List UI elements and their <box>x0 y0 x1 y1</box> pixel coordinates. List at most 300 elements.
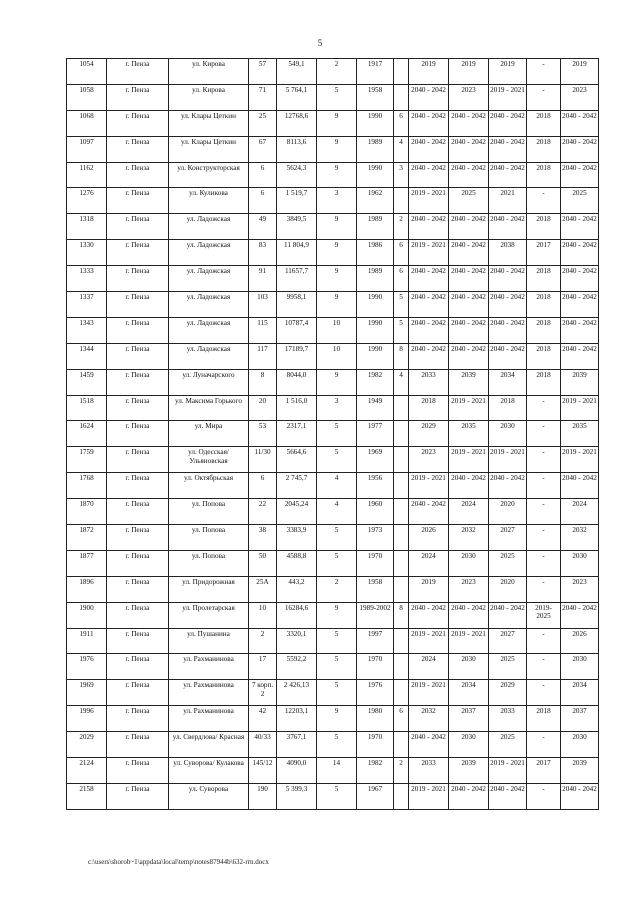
cell-col-11: 2040 - 2042 <box>489 343 527 369</box>
cell-street: ул. Ладожская <box>169 266 249 292</box>
cell-city: г. Пенза <box>107 628 169 654</box>
cell-street: ул. Ладожская <box>169 214 249 240</box>
cell-area: 9958,1 <box>277 292 317 318</box>
cell-house-id: 1976 <box>67 654 107 680</box>
cell-col-11: 2040 - 2042 <box>489 162 527 188</box>
cell-col-11: 2019 - 2021 <box>489 84 527 110</box>
cell-floors: 9 <box>317 162 357 188</box>
cell-city: г. Пенза <box>107 188 169 214</box>
cell-col-10: 2040 - 2042 <box>449 214 489 240</box>
cell-col-9: 2040 - 2042 <box>409 136 449 162</box>
cell-col-13: 2023 <box>561 84 599 110</box>
cell-col-9: 2019 - 2021 <box>409 473 449 499</box>
cell-col-13: 2030 <box>561 654 599 680</box>
cell-area: 549,1 <box>277 59 317 85</box>
cell-col-8: 6 <box>394 240 409 266</box>
cell-street: ул. Попова <box>169 550 249 576</box>
cell-col-8 <box>394 473 409 499</box>
cell-floors: 9 <box>317 110 357 136</box>
cell-col-9: 2026 <box>409 525 449 551</box>
cell-col-10: 2019 - 2021 <box>449 628 489 654</box>
cell-area: 16284,6 <box>277 602 317 628</box>
cell-year-built: 1970 <box>357 732 394 758</box>
cell-street: ул. Кирова <box>169 84 249 110</box>
table-row <box>67 499 599 525</box>
cell-col-13: 2040 - 2042 <box>561 214 599 240</box>
cell-street: ул. Придорожная <box>169 576 249 602</box>
cell-col-10: 2039 <box>449 758 489 784</box>
cell-col-13: 2040 - 2042 <box>561 292 599 318</box>
cell-col-12: 2019-2025 <box>527 602 561 628</box>
cell-col-10: 2040 - 2042 <box>449 317 489 343</box>
cell-col-10: 2040 - 2042 <box>449 110 489 136</box>
cell-col-11: 2040 - 2042 <box>489 292 527 318</box>
cell-col-10: 2023 <box>449 84 489 110</box>
cell-year-built: 1989 <box>357 214 394 240</box>
document-file-path: c:\users\shorob~1\appdata\local\temp\notes87944b\632-rrn.docx <box>88 858 269 866</box>
cell-street: ул. Свердлова/ Красная <box>169 732 249 758</box>
cell-house-number: 53 <box>249 421 277 447</box>
cell-col-12: 2018 <box>527 292 561 318</box>
cell-col-9: 2040 - 2042 <box>409 732 449 758</box>
cell-street: ул. Рахманинова <box>169 654 249 680</box>
cell-year-built: 1970 <box>357 550 394 576</box>
cell-col-8: 4 <box>394 369 409 395</box>
cell-col-10: 2040 - 2042 <box>449 602 489 628</box>
cell-col-8: 2 <box>394 758 409 784</box>
cell-col-9: 2019 - 2021 <box>409 680 449 706</box>
cell-year-built: 1958 <box>357 84 394 110</box>
cell-col-8 <box>394 525 409 551</box>
cell-col-8: 6 <box>394 266 409 292</box>
housing-repair-table <box>66 58 599 810</box>
cell-area: 8044,0 <box>277 369 317 395</box>
cell-year-built: 1989 <box>357 266 394 292</box>
cell-col-11: 2030 <box>489 421 527 447</box>
cell-city: г. Пенза <box>107 732 169 758</box>
cell-col-11: 2040 - 2042 <box>489 783 527 809</box>
cell-year-built: 1977 <box>357 421 394 447</box>
cell-year-built: 1980 <box>357 706 394 732</box>
cell-col-10: 2040 - 2042 <box>449 783 489 809</box>
cell-area: 5 764,1 <box>277 84 317 110</box>
cell-floors: 5 <box>317 654 357 680</box>
cell-col-9: 2019 - 2021 <box>409 783 449 809</box>
table-row <box>67 110 599 136</box>
cell-street: ул. Ладожская <box>169 343 249 369</box>
cell-city: г. Пенза <box>107 447 169 473</box>
cell-house-id: 1459 <box>67 369 107 395</box>
cell-col-12: - <box>527 628 561 654</box>
cell-floors: 5 <box>317 680 357 706</box>
table-row <box>67 602 599 628</box>
cell-col-10: 2040 - 2042 <box>449 343 489 369</box>
cell-col-8 <box>394 576 409 602</box>
cell-col-11: 2025 <box>489 654 527 680</box>
cell-col-9: 2019 <box>409 59 449 85</box>
cell-house-number: 117 <box>249 343 277 369</box>
cell-house-number: 6 <box>249 188 277 214</box>
cell-col-12: - <box>527 447 561 473</box>
cell-col-12: 2018 <box>527 317 561 343</box>
cell-col-11: 2040 - 2042 <box>489 110 527 136</box>
cell-col-9: 2024 <box>409 654 449 680</box>
cell-col-11: 2040 - 2042 <box>489 266 527 292</box>
cell-col-11: 2025 <box>489 732 527 758</box>
cell-floors: 5 <box>317 447 357 473</box>
cell-area: 10787,4 <box>277 317 317 343</box>
cell-col-9: 2040 - 2042 <box>409 499 449 525</box>
cell-house-number: 103 <box>249 292 277 318</box>
cell-col-10: 2040 - 2042 <box>449 162 489 188</box>
cell-city: г. Пенза <box>107 110 169 136</box>
cell-house-id: 1337 <box>67 292 107 318</box>
cell-house-number: 49 <box>249 214 277 240</box>
cell-house-number: 115 <box>249 317 277 343</box>
cell-year-built: 1990 <box>357 292 394 318</box>
cell-city: г. Пенза <box>107 473 169 499</box>
cell-col-11: 2021 <box>489 188 527 214</box>
cell-street: ул. Кирова <box>169 59 249 85</box>
cell-house-number: 40/33 <box>249 732 277 758</box>
cell-col-12: - <box>527 550 561 576</box>
cell-col-8 <box>394 783 409 809</box>
cell-area: 12203,1 <box>277 706 317 732</box>
cell-year-built: 1997 <box>357 628 394 654</box>
cell-area: 5 399,3 <box>277 783 317 809</box>
cell-house-id: 1759 <box>67 447 107 473</box>
cell-house-number: 71 <box>249 84 277 110</box>
cell-house-number: 83 <box>249 240 277 266</box>
cell-house-number: 17 <box>249 654 277 680</box>
cell-area: 2 426,13 <box>277 680 317 706</box>
cell-floors: 4 <box>317 473 357 499</box>
cell-col-12: - <box>527 499 561 525</box>
cell-col-12: 2018 <box>527 162 561 188</box>
cell-floors: 2 <box>317 576 357 602</box>
cell-col-10: 2019 - 2021 <box>449 395 489 421</box>
cell-col-8: 3 <box>394 162 409 188</box>
cell-col-10: 2040 - 2042 <box>449 240 489 266</box>
cell-street: ул. Ладожская <box>169 317 249 343</box>
table-row <box>67 84 599 110</box>
cell-col-9: 2040 - 2042 <box>409 292 449 318</box>
cell-floors: 9 <box>317 602 357 628</box>
cell-col-13: 2039 <box>561 369 599 395</box>
cell-col-12: - <box>527 59 561 85</box>
cell-col-10: 2019 - 2021 <box>449 447 489 473</box>
cell-year-built: 1956 <box>357 473 394 499</box>
cell-col-8: 6 <box>394 110 409 136</box>
cell-floors: 5 <box>317 783 357 809</box>
cell-col-11: 2040 - 2042 <box>489 317 527 343</box>
cell-col-11: 2025 <box>489 550 527 576</box>
cell-col-9: 2029 <box>409 421 449 447</box>
table-row <box>67 136 599 162</box>
cell-col-11: 2018 <box>489 395 527 421</box>
cell-col-9: 2033 <box>409 369 449 395</box>
table-row <box>67 525 599 551</box>
cell-col-8: 8 <box>394 602 409 628</box>
cell-col-13: 2026 <box>561 628 599 654</box>
cell-house-number: 7 корп. 2 <box>249 680 277 706</box>
cell-house-number: 11/30 <box>249 447 277 473</box>
cell-col-12: 2018 <box>527 214 561 240</box>
cell-house-id: 1054 <box>67 59 107 85</box>
cell-street: ул. Рахманинова <box>169 706 249 732</box>
cell-year-built: 1982 <box>357 758 394 784</box>
cell-floors: 5 <box>317 84 357 110</box>
cell-house-number: 38 <box>249 525 277 551</box>
cell-col-9: 2040 - 2042 <box>409 214 449 240</box>
cell-col-9: 2040 - 2042 <box>409 602 449 628</box>
cell-city: г. Пенза <box>107 550 169 576</box>
cell-col-12: - <box>527 783 561 809</box>
cell-year-built: 1990 <box>357 110 394 136</box>
table-row <box>67 292 599 318</box>
cell-year-built: 1990 <box>357 162 394 188</box>
cell-street: ул. Рахманинова <box>169 680 249 706</box>
cell-col-12: 2017 <box>527 240 561 266</box>
cell-house-id: 1896 <box>67 576 107 602</box>
cell-floors: 9 <box>317 266 357 292</box>
cell-house-id: 1058 <box>67 84 107 110</box>
cell-floors: 5 <box>317 421 357 447</box>
cell-col-13: 2019 - 2021 <box>561 395 599 421</box>
cell-house-number: 91 <box>249 266 277 292</box>
cell-col-10: 2030 <box>449 654 489 680</box>
cell-col-12: 2018 <box>527 369 561 395</box>
cell-col-11: 2020 <box>489 576 527 602</box>
cell-street: ул. Попова <box>169 499 249 525</box>
cell-city: г. Пенза <box>107 266 169 292</box>
cell-house-number: 2 <box>249 628 277 654</box>
cell-house-id: 2124 <box>67 758 107 784</box>
cell-col-8 <box>394 654 409 680</box>
cell-col-9: 2032 <box>409 706 449 732</box>
table-row <box>67 395 599 421</box>
cell-area: 17189,7 <box>277 343 317 369</box>
cell-col-12: - <box>527 680 561 706</box>
cell-year-built: 1917 <box>357 59 394 85</box>
cell-city: г. Пенза <box>107 395 169 421</box>
cell-house-id: 1900 <box>67 602 107 628</box>
cell-col-12: - <box>527 654 561 680</box>
cell-house-id: 1343 <box>67 317 107 343</box>
cell-col-11: 2040 - 2042 <box>489 136 527 162</box>
cell-year-built: 1962 <box>357 188 394 214</box>
cell-area: 1 516,0 <box>277 395 317 421</box>
cell-year-built: 1967 <box>357 783 394 809</box>
cell-col-11: 2040 - 2042 <box>489 214 527 240</box>
cell-col-13: 2040 - 2042 <box>561 783 599 809</box>
cell-house-number: 145/12 <box>249 758 277 784</box>
cell-floors: 4 <box>317 499 357 525</box>
cell-col-9: 2019 - 2021 <box>409 240 449 266</box>
cell-street: ул. Пушанина <box>169 628 249 654</box>
cell-floors: 9 <box>317 292 357 318</box>
cell-col-10: 2025 <box>449 188 489 214</box>
table-row <box>67 758 599 784</box>
cell-city: г. Пенза <box>107 525 169 551</box>
cell-city: г. Пенза <box>107 240 169 266</box>
cell-col-11: 2040 - 2042 <box>489 473 527 499</box>
cell-area: 11 804,9 <box>277 240 317 266</box>
cell-house-number: 6 <box>249 162 277 188</box>
cell-floors: 5 <box>317 628 357 654</box>
cell-floors: 5 <box>317 525 357 551</box>
cell-street: ул. Одесская/ Ульяновская <box>169 447 249 473</box>
cell-col-11: 2019 - 2021 <box>489 758 527 784</box>
cell-col-9: 2018 <box>409 395 449 421</box>
cell-area: 8113,6 <box>277 136 317 162</box>
cell-street: ул. Суворова <box>169 783 249 809</box>
cell-street: ул. Ладожская <box>169 292 249 318</box>
cell-year-built: 1969 <box>357 447 394 473</box>
cell-city: г. Пенза <box>107 680 169 706</box>
cell-col-13: 2040 - 2042 <box>561 343 599 369</box>
table-row <box>67 732 599 758</box>
cell-col-12: - <box>527 188 561 214</box>
table-row <box>67 240 599 266</box>
cell-area: 12768,6 <box>277 110 317 136</box>
cell-house-id: 1097 <box>67 136 107 162</box>
cell-house-id: 1318 <box>67 214 107 240</box>
cell-street: ул. Суворова/ Кулакова <box>169 758 249 784</box>
cell-col-8: 5 <box>394 292 409 318</box>
cell-col-13: 2040 - 2042 <box>561 602 599 628</box>
table-row <box>67 654 599 680</box>
cell-city: г. Пенза <box>107 59 169 85</box>
cell-city: г. Пенза <box>107 317 169 343</box>
cell-floors: 3 <box>317 188 357 214</box>
table-row <box>67 188 599 214</box>
cell-col-11: 2027 <box>489 525 527 551</box>
cell-house-number: 22 <box>249 499 277 525</box>
table-row <box>67 628 599 654</box>
cell-area: 11657,7 <box>277 266 317 292</box>
cell-floors: 5 <box>317 550 357 576</box>
cell-col-10: 2040 - 2042 <box>449 266 489 292</box>
cell-street: ул. Попова <box>169 525 249 551</box>
cell-house-id: 1276 <box>67 188 107 214</box>
cell-area: 2045,24 <box>277 499 317 525</box>
cell-house-number: 25 <box>249 110 277 136</box>
cell-col-8: 6 <box>394 706 409 732</box>
cell-year-built: 1989-2002 <box>357 602 394 628</box>
cell-area: 3383,9 <box>277 525 317 551</box>
cell-area: 2317,1 <box>277 421 317 447</box>
cell-col-12: 2018 <box>527 706 561 732</box>
cell-col-9: 2019 - 2021 <box>409 188 449 214</box>
cell-col-9: 2024 <box>409 550 449 576</box>
cell-area: 2 745,7 <box>277 473 317 499</box>
cell-house-number: 50 <box>249 550 277 576</box>
cell-street: ул. Куликова <box>169 188 249 214</box>
cell-area: 5664,6 <box>277 447 317 473</box>
cell-house-id: 1872 <box>67 525 107 551</box>
cell-area: 5624,3 <box>277 162 317 188</box>
cell-area: 1 519,7 <box>277 188 317 214</box>
cell-year-built: 1960 <box>357 499 394 525</box>
cell-city: г. Пенза <box>107 499 169 525</box>
cell-city: г. Пенза <box>107 758 169 784</box>
cell-area: 4588,8 <box>277 550 317 576</box>
cell-area: 443,2 <box>277 576 317 602</box>
table-row <box>67 680 599 706</box>
cell-col-10: 2024 <box>449 499 489 525</box>
cell-col-13: 2040 - 2042 <box>561 473 599 499</box>
cell-col-13: 2040 - 2042 <box>561 317 599 343</box>
table-row <box>67 447 599 473</box>
table-row <box>67 421 599 447</box>
cell-year-built: 1976 <box>357 680 394 706</box>
cell-col-11: 2033 <box>489 706 527 732</box>
table-row <box>67 706 599 732</box>
cell-col-8: 4 <box>394 136 409 162</box>
cell-col-12: - <box>527 473 561 499</box>
cell-col-12: - <box>527 732 561 758</box>
cell-col-13: 2019 - 2021 <box>561 447 599 473</box>
cell-city: г. Пенза <box>107 783 169 809</box>
cell-col-9: 2033 <box>409 758 449 784</box>
cell-col-13: 2035 <box>561 421 599 447</box>
cell-floors: 5 <box>317 732 357 758</box>
table-row <box>67 473 599 499</box>
cell-house-id: 1768 <box>67 473 107 499</box>
cell-col-8 <box>394 188 409 214</box>
cell-col-12: - <box>527 421 561 447</box>
cell-col-10: 2040 - 2042 <box>449 136 489 162</box>
cell-city: г. Пенза <box>107 602 169 628</box>
cell-col-13: 2024 <box>561 499 599 525</box>
cell-col-10: 2034 <box>449 680 489 706</box>
cell-street: ул. Максима Горького <box>169 395 249 421</box>
cell-col-11: 2038 <box>489 240 527 266</box>
cell-house-id: 1877 <box>67 550 107 576</box>
page-number: 5 <box>317 38 323 48</box>
cell-house-number: 25А <box>249 576 277 602</box>
cell-col-11: 2020 <box>489 499 527 525</box>
cell-col-13: 2040 - 2042 <box>561 110 599 136</box>
cell-col-13: 2019 <box>561 59 599 85</box>
table-row <box>67 783 599 809</box>
cell-city: г. Пенза <box>107 421 169 447</box>
cell-area: 5592,2 <box>277 654 317 680</box>
cell-col-13: 2030 <box>561 550 599 576</box>
cell-col-11: 2040 - 2042 <box>489 602 527 628</box>
cell-year-built: 1986 <box>357 240 394 266</box>
cell-city: г. Пенза <box>107 343 169 369</box>
cell-col-12: - <box>527 576 561 602</box>
cell-col-9: 2040 - 2042 <box>409 317 449 343</box>
cell-year-built: 1949 <box>357 395 394 421</box>
cell-house-id: 1969 <box>67 680 107 706</box>
table-row <box>67 266 599 292</box>
cell-col-8 <box>394 499 409 525</box>
cell-col-9: 2040 - 2042 <box>409 343 449 369</box>
cell-house-id: 1518 <box>67 395 107 421</box>
cell-city: г. Пенза <box>107 84 169 110</box>
table-body <box>67 59 599 810</box>
cell-col-10: 2032 <box>449 525 489 551</box>
cell-street: ул. Луначарского <box>169 369 249 395</box>
cell-col-13: 2040 - 2042 <box>561 240 599 266</box>
cell-city: г. Пенза <box>107 214 169 240</box>
cell-col-12: 2018 <box>527 110 561 136</box>
cell-col-11: 2027 <box>489 628 527 654</box>
cell-col-12: 2018 <box>527 343 561 369</box>
